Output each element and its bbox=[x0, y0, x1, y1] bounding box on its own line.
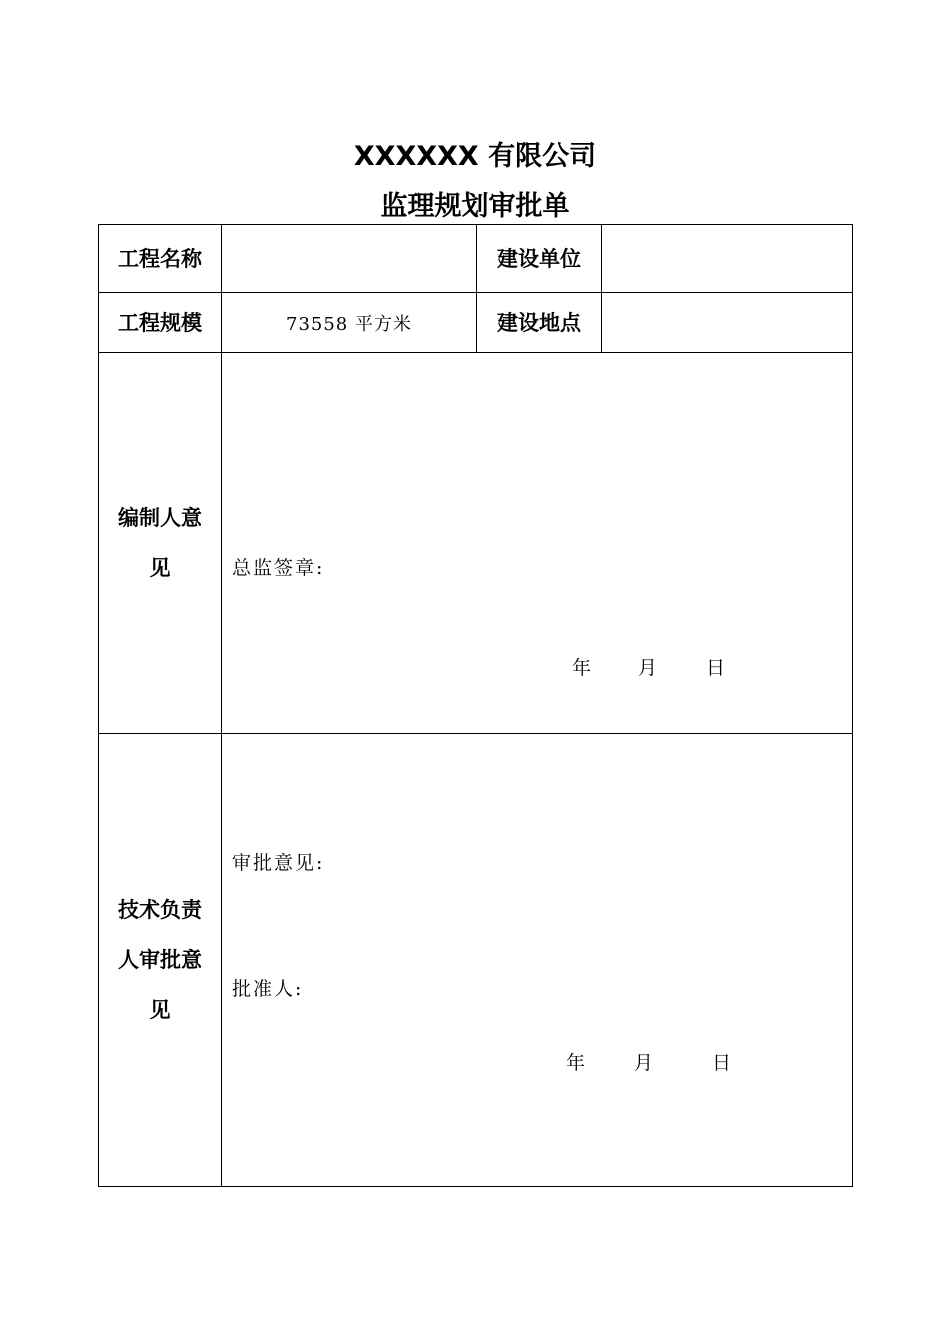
project-name-label: 工程名称 bbox=[99, 225, 222, 293]
compiler-opinion-label bbox=[99, 353, 222, 734]
builder-field[interactable] bbox=[602, 225, 853, 293]
tech-approval-label bbox=[99, 734, 222, 1187]
compiler-label-line1: 编制人意 bbox=[118, 506, 202, 530]
table-row bbox=[99, 353, 853, 734]
location-label: 建设地点 bbox=[477, 293, 602, 353]
form-title: 监理规划审批单 bbox=[380, 191, 570, 222]
builder-label: 建设单位 bbox=[477, 225, 602, 293]
tech-label-line1: 技术负责 bbox=[118, 898, 202, 922]
approver-label: 批准人: bbox=[232, 978, 304, 1000]
table-row bbox=[99, 225, 853, 293]
location-field[interactable] bbox=[602, 293, 853, 353]
date-year: 年 bbox=[566, 1052, 586, 1074]
table-row bbox=[99, 734, 853, 1187]
chief-supervisor-signature-label: 总监签章: bbox=[232, 557, 325, 579]
date-year: 年 bbox=[572, 657, 592, 679]
tech-label-line3: 见 bbox=[149, 998, 171, 1022]
compiler-label-line2: 见 bbox=[149, 556, 171, 580]
tech-approval-area[interactable] bbox=[222, 734, 853, 1187]
date-month: 月 bbox=[638, 657, 658, 679]
table-row bbox=[99, 293, 853, 353]
approval-form-table bbox=[98, 224, 853, 1187]
date-day: 日 bbox=[712, 1052, 732, 1074]
project-scale-value[interactable]: 73558 平方米 bbox=[222, 293, 477, 353]
approval-opinion-label: 审批意见: bbox=[232, 852, 325, 874]
tech-label-line2: 人审批意 bbox=[118, 948, 202, 972]
compiler-opinion-area[interactable] bbox=[222, 353, 853, 734]
date-day: 日 bbox=[706, 657, 726, 679]
date-month: 月 bbox=[634, 1052, 654, 1074]
project-name-field[interactable] bbox=[222, 225, 477, 293]
project-scale-label: 工程规模 bbox=[99, 293, 222, 353]
company-name: XXXXXX 有限公司 bbox=[353, 141, 597, 172]
